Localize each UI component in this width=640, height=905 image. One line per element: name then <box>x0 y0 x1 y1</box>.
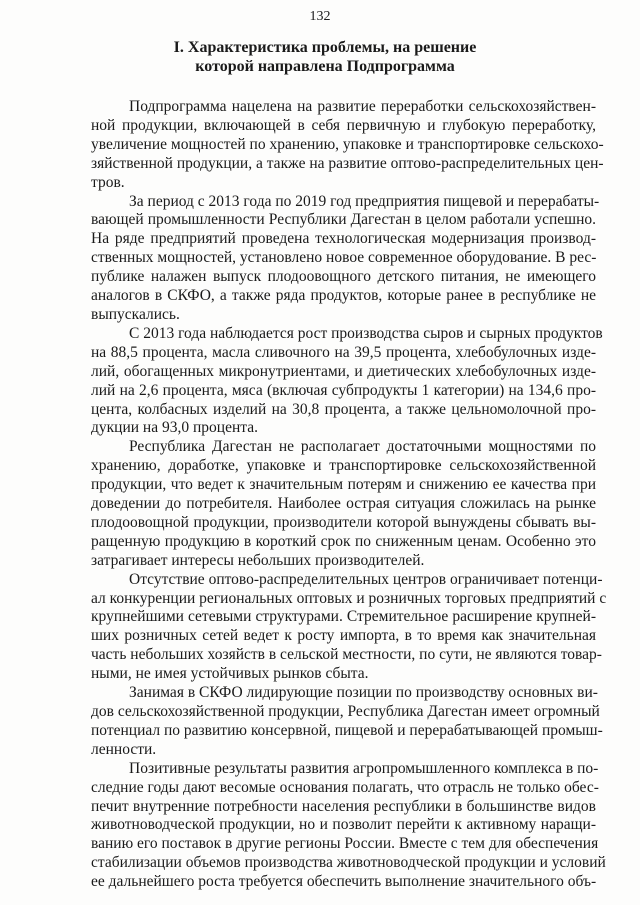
text-line: выпускались. <box>91 305 180 323</box>
text-line: животноводческой продукции, но и позволит перейти к активному наращи- <box>91 816 596 834</box>
text-line: потенциал по развитию консервной, пищевой и перерабатывающей промыш- <box>91 721 603 739</box>
text-line: тров. <box>91 173 125 191</box>
text-line: Позитивные результаты развития агропромышленного комплекса в по- <box>129 759 599 777</box>
text-line: ших розничных сетей ведет к росту импорта, в то время как значительная <box>91 627 596 645</box>
text-line: ращенную продукцию в короткий срок по сниженным ценам. Особенно это <box>91 532 596 550</box>
body-text <box>91 98 607 892</box>
text-line: Отсутствие оптово-распределительных центров ограничивает потенци- <box>129 570 603 588</box>
text-line: дукции на 93,0 процента. <box>91 419 258 437</box>
text-line: ванию его поставок в другие регионы России. Вместе с тем для обеспечения <box>91 835 599 853</box>
text-line: С 2013 года наблюдается рост производства сыров и сырных продуктов <box>129 324 603 342</box>
text-line: ными, не имея устойчивых рынков сбыта. <box>91 665 369 683</box>
section-heading <box>90 38 560 76</box>
text-line: ной продукции, включающей в себя первичную и глубокую переработку, <box>91 116 596 134</box>
text-line: на 88,5 процента, масла сливочного на 39,5 процента, хлебобулочных изде- <box>91 343 596 361</box>
text-line: плодоовощной продукции, производители которой вынуждены сбывать вы- <box>91 513 596 531</box>
text-line: доведении до потребителя. Наиболее острая ситуация сложилась на рынке <box>91 495 596 513</box>
paragraph <box>91 759 606 892</box>
section-heading-line: которой направлена Подпрограмма <box>195 58 455 75</box>
text-line: продукции, что ведет к значительным потерям и снижению ее качества при <box>91 476 596 494</box>
text-line: стабилизации объемов производства животноводческой продукции и условий <box>91 854 606 872</box>
paragraph <box>91 192 600 325</box>
text-line: Республика Дагестан не располагает достаточными мощностями по <box>129 438 596 456</box>
text-line: ее дальнейшего роста требуется обеспечить выполнение значительного объ- <box>91 873 597 891</box>
text-line: дов сельскохозяйственной продукции, Республика Дагестан имеет огромный <box>91 703 600 720</box>
text-line: Подпрограмма нацелена на развитие переработки сельскохозяйствен- <box>129 98 596 115</box>
paragraph <box>91 324 603 438</box>
text-line: лий на 2,6 процента, мяса (включая субпродукты 1 категории) на 134,6 про- <box>91 381 596 399</box>
text-line: увеличение мощностей по хранению, упаковке и транспортировке сельскохо- <box>91 135 604 153</box>
paragraph <box>91 684 603 760</box>
paragraph <box>91 570 607 684</box>
text-line: следние годы дают весомые основания полагать, что отрасль не только обес- <box>91 778 599 796</box>
text-line: цента, колбасных изделий на 30,8 процента, а также цельномолочной про- <box>91 400 596 418</box>
paragraph <box>91 98 604 193</box>
text-line: зяйственной продукции, а также на развитие оптово-распределительных цен- <box>91 154 604 172</box>
paragraph <box>91 438 596 570</box>
text-line: За период с 2013 года по 2019 год предприятия пищевой и перерабаты- <box>129 192 600 210</box>
text-line: публике налажен выпуск плодоовощного детского питания, не имеющего <box>91 268 596 286</box>
text-line: лий, обогащенных микронутриентами, и диетических хлебобулочных изде- <box>91 362 596 380</box>
text-line: затрагивает интересы небольших производителей. <box>91 551 425 569</box>
text-line: Занимая в СКФО лидирующие позиции по производству основных ви- <box>129 684 598 702</box>
text-line: ленности. <box>91 740 157 758</box>
text-line: хранению, доработке, упаковке и транспортировке сельскохозяйственной <box>91 457 596 475</box>
text-line: На ряде предприятий проведена технологическая модернизация производ- <box>91 230 596 248</box>
text-line: крупнейшими сетевыми структурами. Стремительное расширение крупней- <box>91 608 596 626</box>
text-line: ал конкуренции региональных оптовых и розничных торговых предприятий с <box>91 589 607 607</box>
text-line: аналогов в СКФО, а также ряда продуктов, которые ранее в республике не <box>91 287 596 305</box>
text-line: ственных мощностей, установлено новое современное оборудование. В рес- <box>91 249 597 267</box>
section-heading-line: I. Характеристика проблемы, на решение <box>173 39 477 56</box>
text-line: вающей промышленности Республики Дагестан в целом работали успешно. <box>91 211 596 229</box>
page-number: 132 <box>309 9 331 24</box>
text-line: часть небольших хозяйств в сельской местности, по сути, не являются товар- <box>91 646 602 664</box>
text-line: печит внутренние потребности населения республики в большинстве видов <box>91 797 596 815</box>
